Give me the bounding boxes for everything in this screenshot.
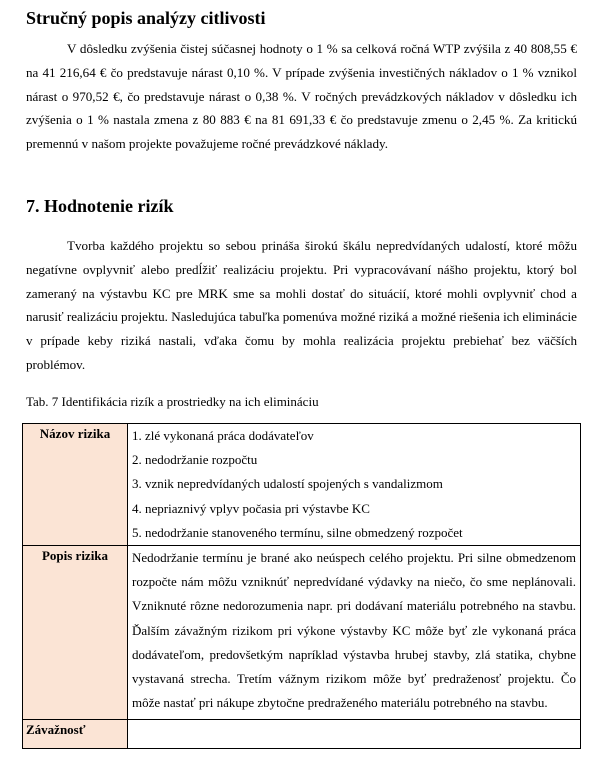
risk-name-cell <box>128 424 581 546</box>
list-item: 1. zlé vykonaná práca dodávateľov <box>132 428 314 443</box>
risk-table <box>22 423 581 749</box>
table-row <box>23 720 581 749</box>
table-row <box>23 424 581 546</box>
risk-list <box>132 424 576 545</box>
table-caption: Tab. 7 Identifikácia rizík a prostriedky na ich elimináciu <box>26 394 319 409</box>
severity-cell <box>128 720 581 749</box>
severity-label: Závažnosť <box>23 720 128 749</box>
sensitivity-heading: Stručný popis analýzy citlivosti <box>26 8 266 28</box>
risk-name-label: Názov rizika <box>23 424 128 546</box>
risk-paragraph: Tvorba každého projektu so sebou prináša širokú škálu nepredvídaných udalostí, ktoré môžu negatívne ovplyvniť alebo predĺžiť realizáciu projektu. Pri vypracovávaní nášho projektu, ktorý bol zameraný na výstavbu KC pre MRK sme sa mohli dostať do situácií, ktoré mohli ovplyvniť chod a narusiť realizáciu projektu. Nasledujúca tabuľka pomenúva možné riziká a možné riešenia ich eliminácie v prípade keby riziká nastali, vďaka čomu by mohla realizácia projektu prebiehať bez väčších problémov. <box>26 238 577 372</box>
risk-description-text: Nedodržanie termínu je brané ako neúspech celého projektu. Pri silne obmedzenom rozpočte nám môžu vzniknúť nepredvídané výdavky na niečo, čo sme neplánovali. Vzniknuté rôzne nedorozumenia napr. pri dodávaní materiálu potrebného na stavbu. Ďalším závažným rizikom pri výkone výstavby KC môže byť zle vykonaná práca dodávateľom, predovšetkým napríklad výstavba hrubej stavby, zlá statika, chybne vystavaná strecha. Tretím vážnym rizikom môže byť predraženosť projektu. Čo môže nastať pri nákupe zbytočne predraženého materiálu potrebného na stavbu. <box>132 550 576 711</box>
list-item: 2. nedodržanie rozpočtu <box>132 452 258 468</box>
risk-description-cell <box>128 546 581 720</box>
risk-description-label: Popis rizika <box>23 546 128 720</box>
sensitivity-paragraph: V dôsledku zvýšenia čistej súčasnej hodnoty o 1 % sa celková ročná WTP zvýšila z 40 808,55 € na 41 216,64 € čo predstavuje nárast 0,10 %. V prípade zvýšenia investičných nákladov o 1 % vznikol nárast o 970,52 €, čo predstavuje nárast o 0,38 %. V ročných prevádzkových nákladov v dôsledku ich zvýšenia o 1 % nastala zmena z 80 883 € na 81 691,33 € čo predstavuje zmenu o 2,45 %. Za kritickú premennú v našom projekte považujeme ročné prevádzkové náklady. <box>26 41 577 152</box>
list-item: 5. nedodržanie stanoveného termínu, silne obmedzený rozpočet <box>132 524 463 540</box>
list-item: 4. nepriaznivý vplyv počasia pri výstavbe KC <box>132 500 370 516</box>
list-item: 3. vznik nepredvídaných udalostí spojených s vandalizmom <box>132 476 443 492</box>
table-row <box>23 546 581 720</box>
risk-heading: 7. Hodnotenie rizík <box>26 196 174 216</box>
